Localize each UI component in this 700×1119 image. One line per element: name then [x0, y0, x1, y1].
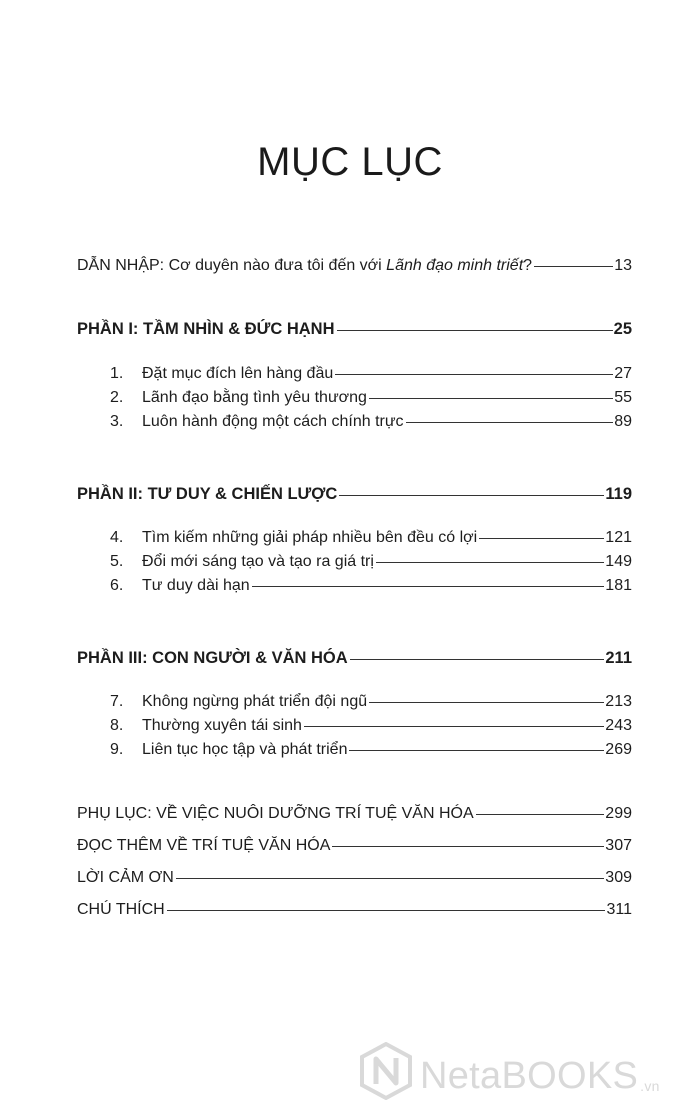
toc-intro[interactable] — [77, 256, 632, 276]
page-number: 213 — [605, 693, 632, 710]
toc-intro-label: DẪN NHẬP: Cơ duyên nào đưa tôi đến với Lãnh đạo minh triết? — [77, 257, 533, 274]
leader-dots — [349, 750, 604, 751]
chapter-number: 4. — [110, 529, 124, 546]
leader-dots — [176, 878, 605, 879]
toc-chapter-7[interactable] — [110, 692, 632, 712]
page-number: 89 — [614, 413, 632, 430]
page-number: 13 — [614, 257, 632, 274]
chapter-label: Đặt mục đích lên hàng đầu — [142, 365, 334, 382]
leader-dots — [339, 495, 604, 496]
toc-chapter-5[interactable] — [110, 552, 632, 572]
page-number: 25 — [613, 320, 632, 338]
netabooks-logo-icon — [360, 1042, 412, 1110]
page-number: 299 — [605, 805, 632, 822]
watermark-suffix: .vn — [640, 1078, 660, 1094]
leader-dots — [479, 538, 604, 539]
chapter-label: Tư duy dài hạn — [142, 577, 250, 594]
chapter-label: Liên tục học tập và phát triển — [142, 741, 348, 758]
leader-dots — [304, 726, 604, 727]
toc-part-2[interactable] — [77, 484, 632, 504]
leader-dots — [534, 266, 613, 267]
leader-dots — [406, 422, 614, 423]
chapter-number: 1. — [110, 365, 124, 382]
chapter-number: 3. — [110, 413, 124, 430]
chapter-label: Không ngừng phát triển đội ngũ — [142, 693, 368, 710]
toc-chapter-8[interactable] — [110, 716, 632, 736]
page-number: 55 — [614, 389, 632, 406]
toc-entry-label: LỜI CẢM ƠN — [77, 869, 174, 886]
watermark — [360, 1046, 660, 1106]
toc-acknowledgements[interactable] — [77, 868, 632, 888]
toc-chapter-3[interactable] — [110, 412, 632, 432]
chapter-number: 9. — [110, 741, 124, 758]
toc-further-reading[interactable] — [77, 836, 632, 856]
toc-part-label: PHẦN I: TẦM NHÌN & ĐỨC HẠNH — [77, 320, 335, 338]
leader-dots — [167, 910, 606, 911]
leader-dots — [252, 586, 605, 587]
toc-entry-label: PHỤ LỤC: VỀ VIỆC NUÔI DƯỠNG TRÍ TUỆ VĂN HÓA — [77, 805, 474, 822]
leader-dots — [335, 374, 613, 375]
toc-chapter-9[interactable] — [110, 740, 632, 760]
leader-dots — [350, 659, 605, 660]
toc-part-label: PHẦN II: TƯ DUY & CHIẾN LƯỢC — [77, 485, 338, 503]
leader-dots — [376, 562, 604, 563]
leader-dots — [337, 330, 613, 331]
watermark-brand: NetaBOOKS — [420, 1054, 639, 1097]
leader-dots — [332, 846, 604, 847]
toc-chapter-2[interactable] — [110, 388, 632, 408]
chapter-number: 5. — [110, 553, 124, 570]
page-number: 269 — [605, 741, 632, 758]
chapter-label: Tìm kiếm những giải pháp nhiều bên đều có lợi — [142, 529, 478, 546]
chapter-label: Thường xuyên tái sinh — [142, 717, 302, 734]
page-number: 243 — [605, 717, 632, 734]
page-title: MỤC LỤC — [257, 140, 443, 184]
page-number: 27 — [614, 365, 632, 382]
leader-dots — [369, 702, 604, 703]
chapter-number: 2. — [110, 389, 124, 406]
toc-chapter-4[interactable] — [110, 528, 632, 548]
toc-entry-label: CHÚ THÍCH — [77, 901, 165, 918]
page-number: 311 — [606, 901, 632, 918]
toc-entry-label: ĐỌC THÊM VỀ TRÍ TUỆ VĂN HÓA — [77, 837, 331, 854]
chapter-label: Lãnh đạo bằng tình yêu thương — [142, 389, 367, 406]
toc-chapter-6[interactable] — [110, 576, 632, 596]
page-number: 121 — [605, 529, 632, 546]
chapter-label: Đổi mới sáng tạo và tạo ra giá trị — [142, 553, 374, 570]
toc-appendix[interactable] — [77, 804, 632, 824]
toc-part-1[interactable] — [77, 319, 632, 339]
toc-part-label: PHẦN III: CON NGƯỜI & VĂN HÓA — [77, 649, 348, 667]
leader-dots — [476, 814, 605, 815]
toc-part-3[interactable] — [77, 648, 632, 668]
page-number: 181 — [605, 577, 632, 594]
page-number: 119 — [605, 485, 632, 503]
page-number: 309 — [605, 869, 632, 886]
chapter-number: 8. — [110, 717, 124, 734]
chapter-label: Luôn hành động một cách chính trực — [142, 413, 404, 430]
chapter-number: 6. — [110, 577, 124, 594]
page-number: 211 — [605, 649, 632, 667]
leader-dots — [369, 398, 613, 399]
toc-chapter-1[interactable] — [110, 364, 632, 384]
page-number: 307 — [605, 837, 632, 854]
toc-notes[interactable] — [77, 900, 632, 920]
chapter-number: 7. — [110, 693, 124, 710]
page-number: 149 — [605, 553, 632, 570]
